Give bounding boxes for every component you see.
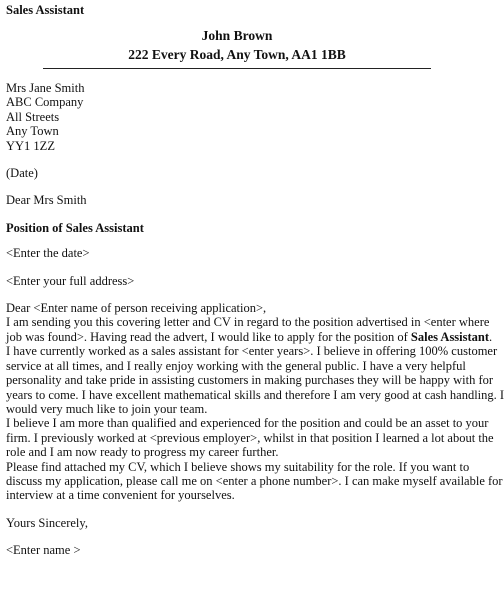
date-placeholder: (Date) <box>6 166 38 181</box>
letter-body <box>6 81 504 558</box>
paragraph-experience-line-5: would very much like to join your team. <box>6 401 208 416</box>
enter-address-placeholder: <Enter your full address> <box>6 273 135 288</box>
paragraph-intro <box>6 315 493 344</box>
paragraph-experience-line-4: years to come. I have excellent mathematical skills and therefore I am very good at cash handling. I <box>6 387 504 402</box>
recipient-town: Any Town <box>6 124 59 139</box>
signature-placeholder: <Enter name > <box>6 543 81 558</box>
paragraph-intro-line-2 <box>6 329 493 344</box>
paragraph-experience-line-2: service at all times, and I really enjoy working with the general public. I have a very helpful <box>6 358 466 373</box>
paragraph-intro-line-1: I am sending you this covering letter and CV in regard to the position advertised in <enter where <box>6 315 490 330</box>
letter-subject: Position of Sales Assistant <box>6 220 144 235</box>
intro-line-2-period: . <box>489 329 493 344</box>
paragraph-qualifications-line-3: role and I am now ready to progress my career further. <box>6 445 279 460</box>
sender-address: 222 Every Road, Any Town, AA1 1BB <box>128 47 346 62</box>
recipient-postcode: YY1 1ZZ <box>6 138 55 153</box>
paragraph-experience-line-3: personality and take pride in assisting customers in making purchases they will be happy with for <box>6 373 494 388</box>
paragraph-closing <box>6 459 503 503</box>
paragraph-closing-line-1: Please find attached my CV, which I believe shows my suitability for the role. If you want to <box>6 459 470 474</box>
paragraph-experience <box>6 344 504 416</box>
recipient-address <box>6 81 470 153</box>
intro-line-2-text: job was found>. Having read the advert, I would like to apply for the position of <box>6 329 411 344</box>
paragraph-experience-line-1: I have currently worked as a sales assistant for <enter years>. I believe in offering 100% customer <box>6 344 498 359</box>
recipient-name: Mrs Jane Smith <box>6 81 85 95</box>
recipient-street: All Streets <box>6 109 60 124</box>
header-divider <box>43 68 431 69</box>
paragraph-qualifications-line-1: I believe I am more than qualified and experienced for the position and could be an asset to your <box>6 416 489 431</box>
paragraph-closing-line-3: interview at a time convenient for yourselves. <box>6 488 235 503</box>
position-name-bold: Sales Assistant <box>410 329 490 344</box>
closing-phrase: Yours Sincerely, <box>6 515 88 530</box>
paragraph-qualifications <box>6 416 494 460</box>
recipient-company: ABC Company <box>6 95 84 110</box>
enter-date-placeholder: <Enter the date> <box>6 246 90 261</box>
sender-name: John Brown <box>201 28 273 43</box>
paragraph-closing-line-2: discuss my application, please call me on <enter a phone number>. I can make myself available for <box>6 473 503 488</box>
document-title: Sales Assistant <box>6 3 85 17</box>
short-greeting: Dear Mrs Smith <box>6 193 87 208</box>
salutation: Dear <Enter name of person receiving application>, <box>6 301 267 316</box>
paragraph-qualifications-line-2: firm. I previously worked at <previous employer>, whilst in that position I learned a lot about the <box>6 430 494 445</box>
